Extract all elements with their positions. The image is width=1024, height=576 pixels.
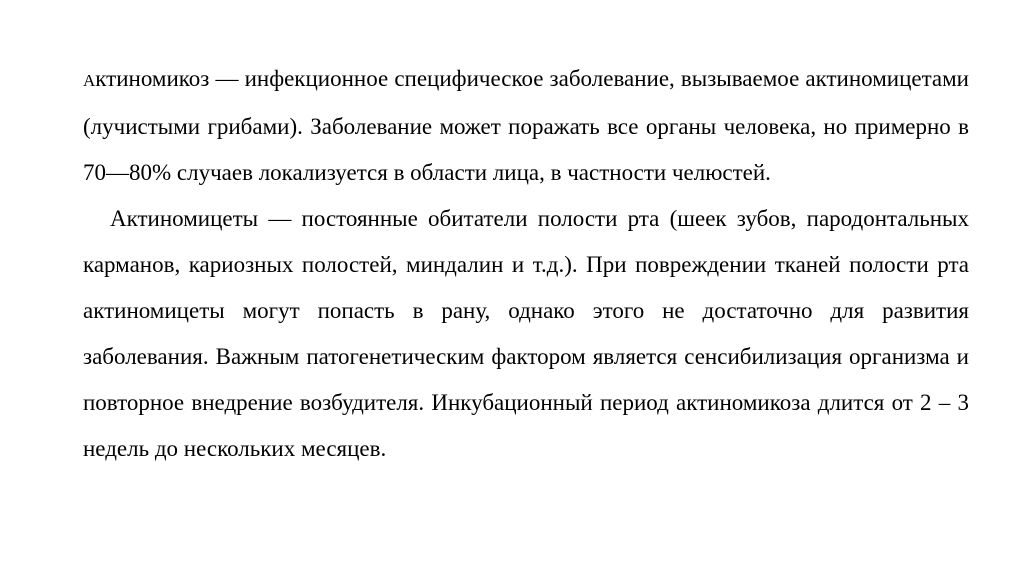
slide-text-body xyxy=(83,56,969,472)
paragraph-definition: Актиномикоз — инфекционное специфическое заболевание, вызываемое актиномицетами (лучистыми грибами). Заболевание может поражать все органы человека, но примерно в 70—80% случаев локализуется в области лица, в частности челюстей. xyxy=(83,66,969,185)
paragraph-pathogenesis: Актиномицеты — постоянные обитатели полости рта (шеек зубов, пародонтальных карманов, кариозных полостей, миндалин и т.д.). При повреждении тканей полости рта актиномицеты могут попасть в рану, однако этого не достаточно для развития заболевания. Важным патогенетическим фактором является сенсибилизация организма и повторное внедрение возбудителя. Инкубационный период актиномикоза длится от 2 – 3 недель до нескольких месяцев. xyxy=(83,206,969,461)
